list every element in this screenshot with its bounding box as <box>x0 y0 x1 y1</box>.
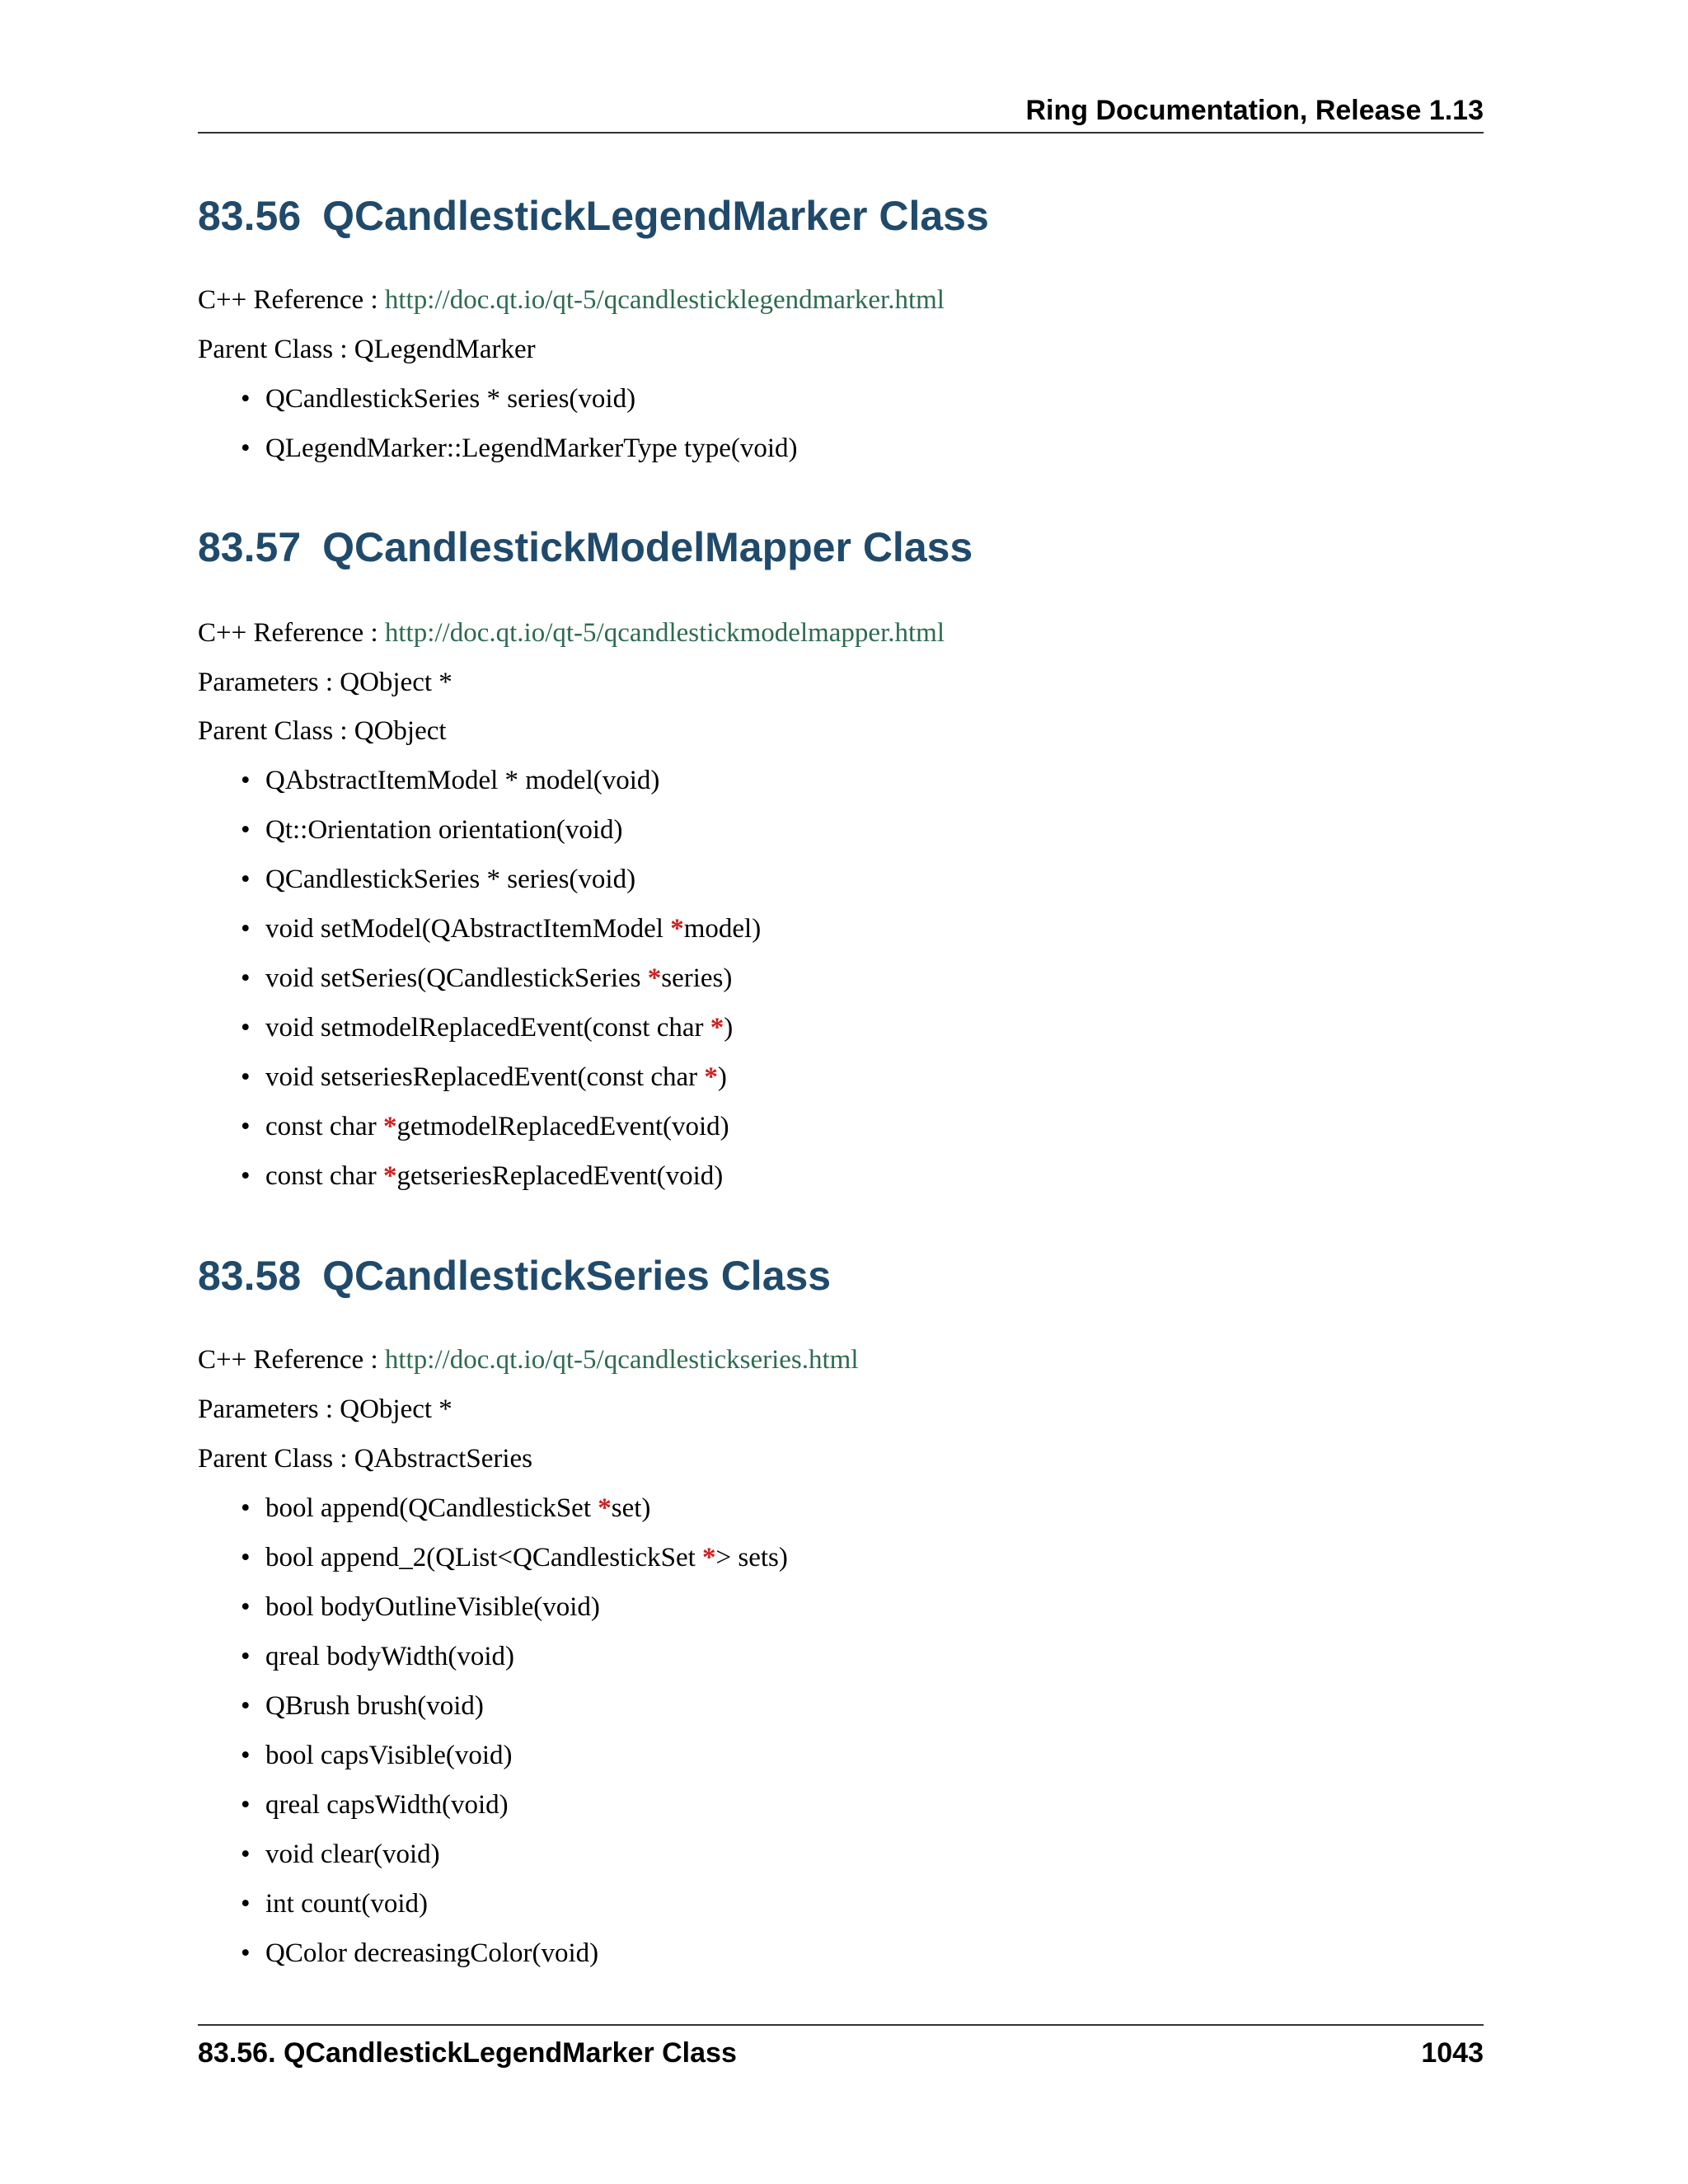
method-signature: void setModel(QAbstractItemModel <box>265 914 671 944</box>
method-signature-rest: series) <box>661 963 733 993</box>
section-title: QCandlestickSeries Class <box>322 1253 832 1299</box>
bullet-icon: • <box>241 434 251 463</box>
bullet-icon: • <box>241 1691 251 1721</box>
method-signature: QAbstractItemModel * model(void) <box>265 766 660 795</box>
method-item <box>241 1061 761 1110</box>
cpp-reference-line <box>198 1343 859 1376</box>
bullet-icon: • <box>241 914 251 944</box>
method-signature-rest: getmodelReplacedEvent(void) <box>396 1112 729 1141</box>
pointer-asterisk: * <box>382 1161 397 1191</box>
bullet-icon: • <box>241 1741 251 1770</box>
section-number: 83.57 <box>198 524 302 570</box>
method-item <box>241 382 798 432</box>
section-title: QCandlestickModelMapper Class <box>322 524 973 570</box>
section-heading-83-56 <box>198 191 989 241</box>
method-item <box>241 1591 788 1640</box>
bullet-icon: • <box>241 815 251 845</box>
bullet-icon: • <box>241 1592 251 1622</box>
method-item <box>241 432 798 481</box>
reference-label: C++ Reference : <box>198 285 385 315</box>
reference-link[interactable]: http://doc.qt.io/qt-5/qcandlesticklegendmarker.html <box>384 285 945 315</box>
section-heading-83-58 <box>198 1251 831 1301</box>
cpp-reference-line <box>198 616 945 649</box>
bullet-icon: • <box>241 384 251 414</box>
pointer-asterisk: * <box>382 1112 397 1141</box>
method-item <box>241 1690 788 1739</box>
method-signature: void setseriesReplacedEvent(const char <box>265 1062 705 1092</box>
method-signature: QCandlestickSeries * series(void) <box>265 865 636 894</box>
method-item <box>241 1011 761 1061</box>
method-signature: qreal capsWidth(void) <box>265 1790 509 1820</box>
method-signature-rest: set) <box>611 1493 651 1523</box>
method-item <box>241 962 761 1011</box>
method-signature: void setSeries(QCandlestickSeries <box>265 963 648 993</box>
parameters-line: Parameters : QObject * <box>198 1394 452 1424</box>
method-signature: QColor decreasingColor(void) <box>265 1938 599 1968</box>
pointer-asterisk: * <box>710 1013 724 1043</box>
method-signature: qreal bodyWidth(void) <box>265 1642 515 1671</box>
method-signature-rest: > sets) <box>715 1543 788 1572</box>
cpp-reference-line <box>198 284 945 316</box>
bullet-icon: • <box>241 1790 251 1820</box>
method-item <box>241 1160 761 1209</box>
bullet-icon: • <box>241 1543 251 1572</box>
method-item <box>241 764 761 813</box>
method-item <box>241 1739 788 1788</box>
method-signature: const char <box>265 1112 383 1141</box>
method-signature: void setmodelReplacedEvent(const char <box>265 1013 710 1043</box>
section-title: QCandlestickLegendMarker Class <box>322 193 989 239</box>
parameters-line: Parameters : QObject * <box>198 668 452 697</box>
bullet-icon: • <box>241 1112 251 1141</box>
method-item <box>241 1492 788 1541</box>
page-number: 1043 <box>1421 2037 1484 2069</box>
pointer-asterisk: * <box>598 1493 612 1523</box>
bullet-icon: • <box>241 1013 251 1043</box>
section-number: 83.58 <box>198 1253 302 1299</box>
bullet-icon: • <box>241 1938 251 1968</box>
method-signature: QCandlestickSeries * series(void) <box>265 384 636 414</box>
bullet-icon: • <box>241 766 251 795</box>
section-number: 83.56 <box>198 193 302 239</box>
parent-class-line: Parent Class : QLegendMarker <box>198 335 536 364</box>
running-header: Ring Documentation, Release 1.13 <box>198 92 1484 134</box>
method-signature: bool append_2(QList<QCandlestickSet <box>265 1543 703 1572</box>
method-signature-rest: model) <box>683 914 762 944</box>
bullet-icon: • <box>241 1642 251 1671</box>
method-signature: bool capsVisible(void) <box>265 1741 513 1770</box>
parent-class-line: Parent Class : QAbstractSeries <box>198 1444 533 1474</box>
method-signature-rest: ) <box>724 1013 734 1043</box>
bullet-icon: • <box>241 865 251 894</box>
method-item <box>241 813 761 863</box>
method-item <box>241 1887 788 1937</box>
method-signature: int count(void) <box>265 1889 429 1919</box>
bullet-icon: • <box>241 1161 251 1191</box>
method-signature-rest: ) <box>717 1062 727 1092</box>
parent-class-line: Parent Class : QObject <box>198 716 447 746</box>
bullet-icon: • <box>241 1062 251 1092</box>
method-item <box>241 1541 788 1591</box>
method-item <box>241 1838 788 1887</box>
method-item <box>241 1937 788 1986</box>
pointer-asterisk: * <box>670 914 684 944</box>
method-signature-rest: getseriesReplacedEvent(void) <box>396 1161 724 1191</box>
method-item <box>241 863 761 912</box>
method-list <box>241 1492 788 1986</box>
method-signature: Qt::Orientation orientation(void) <box>265 815 623 845</box>
reference-label: C++ Reference : <box>198 1345 385 1375</box>
bullet-icon: • <box>241 963 251 993</box>
method-item <box>241 1788 788 1838</box>
reference-label: C++ Reference : <box>198 618 385 648</box>
section-heading-83-57 <box>198 523 973 572</box>
running-footer <box>198 2024 1484 2075</box>
method-signature: void clear(void) <box>265 1840 440 1869</box>
bullet-icon: • <box>241 1493 251 1523</box>
reference-link[interactable]: http://doc.qt.io/qt-5/qcandlestickseries.html <box>384 1345 859 1375</box>
bullet-icon: • <box>241 1889 251 1919</box>
method-list <box>241 764 762 1209</box>
pointer-asterisk: * <box>702 1543 716 1572</box>
method-signature: bool bodyOutlineVisible(void) <box>265 1592 600 1622</box>
footer-section-title: 83.56. QCandlestickLegendMarker Class <box>198 2037 737 2069</box>
method-signature: QLegendMarker::LegendMarkerType type(void) <box>265 434 798 463</box>
method-list <box>241 382 798 481</box>
method-signature: QBrush brush(void) <box>265 1691 484 1721</box>
method-signature: const char <box>265 1161 383 1191</box>
method-item <box>241 1640 788 1690</box>
bullet-icon: • <box>241 1840 251 1869</box>
pointer-asterisk: * <box>647 963 662 993</box>
method-item <box>241 912 762 962</box>
method-signature: bool append(QCandlestickSet <box>265 1493 598 1523</box>
method-item <box>241 1110 761 1160</box>
reference-link[interactable]: http://doc.qt.io/qt-5/qcandlestickmodelmapper.html <box>384 618 945 648</box>
pointer-asterisk: * <box>704 1062 718 1092</box>
